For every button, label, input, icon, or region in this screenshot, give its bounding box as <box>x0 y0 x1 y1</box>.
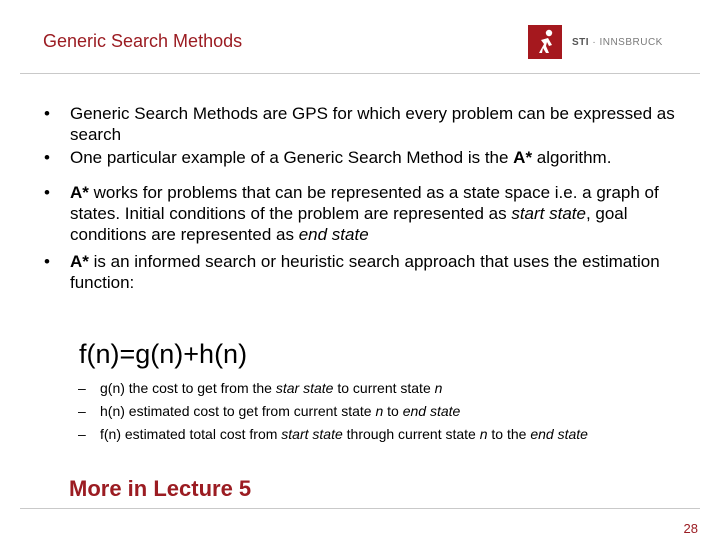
spacer <box>44 168 694 178</box>
sub-bullet-item: – f(n) estimated total cost from start state through current state n to the end state <box>78 423 588 446</box>
bullet-list <box>44 103 694 293</box>
bullet-item: • A* is an informed search or heuristic search approach that uses the estimation function: <box>44 251 694 293</box>
running-figure-icon <box>528 25 562 59</box>
formula: f(n)=g(n)+h(n) <box>79 339 248 369</box>
sub-bullet-item: – g(n) the cost to get from the star state to current state n <box>78 377 588 400</box>
page-number: 28 <box>683 521 698 536</box>
more-in-lecture-heading: More in Lecture 5 <box>69 476 252 501</box>
slide-title: Generic Search Methods <box>43 31 243 51</box>
footer-divider <box>20 508 700 509</box>
bullet-item: • Generic Search Methods are GPS for which every problem can be expressed as search <box>44 103 694 145</box>
sub-bullet-list <box>78 377 588 446</box>
bullet-item: • One particular example of a Generic Search Method is the A* algorithm. <box>44 147 694 168</box>
sub-bullet-item: – h(n) estimated cost to get from current state n to end state <box>78 400 588 423</box>
bullet-item: • A* works for problems that can be represented as a state space i.e. a graph of states. Initial conditions of the problem are represented as start state, goal conditions are represented as end state <box>44 182 694 245</box>
header-divider <box>20 73 700 74</box>
sti-logo <box>528 24 663 60</box>
logo-text: STI · INNSBRUCK <box>572 36 663 48</box>
